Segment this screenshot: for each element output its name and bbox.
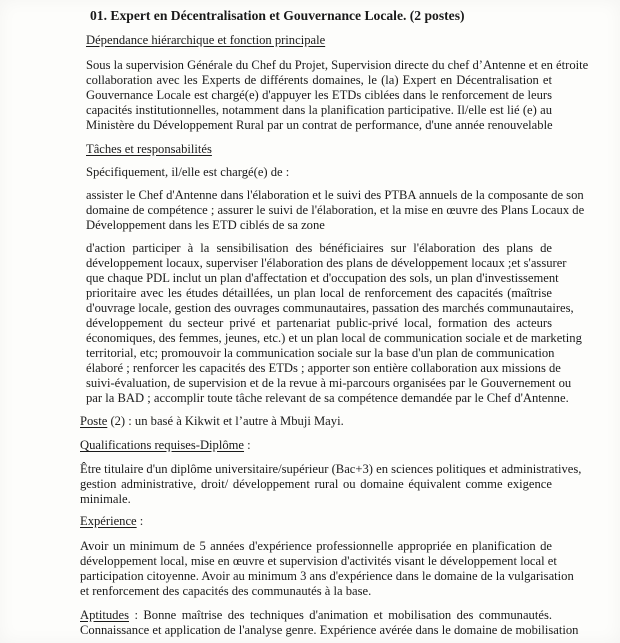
section-heading-dependance: Dépendance hiérarchique et fonction principale bbox=[86, 33, 326, 47]
paragraph-line: assister le Chef d'Antenne dans l'élaboration et le suivi des PTBA annuels de la composante de son bbox=[86, 188, 584, 202]
section-heading-experience: Expérience bbox=[80, 514, 137, 528]
poste-label: Poste bbox=[80, 414, 108, 428]
paragraph-line: et renforcement des capacités des communautés à la base. bbox=[80, 584, 372, 598]
paragraph-line: développement locaux, superviser l'élaboration des plans de développement locaux ;et s'assurer bbox=[86, 256, 567, 270]
paragraph-line: prioritaire avec les études détaillées, un plan local de renforcement des capacités (maîtrise bbox=[86, 286, 552, 300]
section-heading-aptitudes: Aptitudes bbox=[80, 608, 129, 622]
paragraph-line: territorial, etc; promouvoir la communication sociale sur la base d'un plan de communication bbox=[86, 346, 555, 360]
paragraph-line: : Bonne maîtrise des techniques d'animation et mobilisation des communautés. bbox=[128, 608, 552, 622]
paragraph-line: développement local, mise en œuvre et supervision d'activités visant le développement local et bbox=[80, 554, 557, 568]
paragraph-line: Ministère du Développement Rural par un contrat de performance, d'une année renouvelable bbox=[86, 118, 553, 132]
paragraph-line: que chaque PDL inclut un plan d'affectation et d'occupation des sols, un plan d'investissement bbox=[86, 271, 559, 285]
paragraph-line: d'action participer à la sensibilisation des bénéficiaires sur l'élaboration des plans de bbox=[86, 241, 552, 255]
paragraph-line: Connaissance et application de l'analyse genre. Expérience avérée dans le domaine de mobilisation bbox=[80, 623, 579, 637]
paragraph-line: économiques, des femmes, jeunes, etc.) et un plan local de communication sociale et de marketing bbox=[86, 331, 582, 345]
paragraph-line: Sous la supervision Générale du Chef du Projet, Supervision directe du chef d’Antenne et en étroite bbox=[86, 58, 589, 72]
paragraph-line: Développement dans les ETD ciblés de sa zone bbox=[86, 218, 325, 232]
paragraph-line: suivi-évaluation, de supervision et de la revue à mi-parcours organisées par le Gouvernement ou bbox=[86, 376, 572, 390]
paragraph-line: Gouvernance Locale est chargé(e) d'appuyer les ETDs ciblées dans le renforcement de leurs bbox=[86, 88, 552, 102]
aptitudes-line bbox=[80, 608, 552, 623]
paragraph-line: d'ouvrage locale, gestion des ouvrages communautaires, passation des marchés communautaires, bbox=[86, 301, 574, 315]
paragraph-line: Avoir un minimum de 5 années d'expérience professionnelle appropriée en planification de bbox=[80, 539, 552, 553]
experience-heading-line: Expérience : bbox=[80, 514, 144, 528]
paragraph-intro: Spécifiquement, il/elle est chargé(e) de : bbox=[86, 165, 290, 179]
paragraph-line: Être titulaire d'un diplôme universitaire/supérieur (Bac+3) en sciences politiques et administratives, bbox=[80, 462, 582, 476]
paragraph-line: capacités institutionnelles, notamment dans la planification participative. Il/elle est lié (e) au bbox=[86, 103, 552, 117]
paragraph-line: participation citoyenne. Avoir au minimum 3 ans d'expérience dans le domaine de la vulgarisation bbox=[80, 569, 574, 583]
position-title: 01. Expert en Décentralisation et Gouvernance Locale. (2 postes) bbox=[90, 8, 465, 23]
paragraph-line: développement du secteur privé et partenariat public-privé local, formation des acteurs bbox=[86, 316, 552, 330]
paragraph-line: minimale. bbox=[80, 492, 131, 506]
paragraph-line: collaboration avec les Experts de différents domaines, le (la) Expert en Décentralisation et bbox=[86, 73, 552, 87]
paragraph-line: par la BAD ; accomplir toute tâche relevant de sa compétence demandée par le Chef d'Antenne. bbox=[86, 391, 569, 405]
poste-line bbox=[80, 414, 344, 429]
poste-text: (2) : un basé à Kikwit et l’autre à Mbuji Mayi. bbox=[107, 414, 344, 428]
paragraph-line: domaine de compétence ; assurer le suivi de l'élaboration, et la mise en œuvre des Plans Locaux de bbox=[86, 203, 585, 217]
qualifications-heading-line: Qualifications requises-Diplôme : bbox=[80, 438, 251, 452]
section-heading-qualifications: Qualifications requises-Diplôme bbox=[80, 438, 245, 452]
paragraph-line: élaboré ; renforcer les capacités des ETDs ; apporter son entière collaboration aux missions de bbox=[86, 361, 561, 375]
section-heading-taches: Tâches et responsabilités bbox=[86, 142, 212, 156]
paragraph-line: gestion administrative, droit/ développement rural ou domaine équivalent comme exigence bbox=[80, 477, 552, 491]
